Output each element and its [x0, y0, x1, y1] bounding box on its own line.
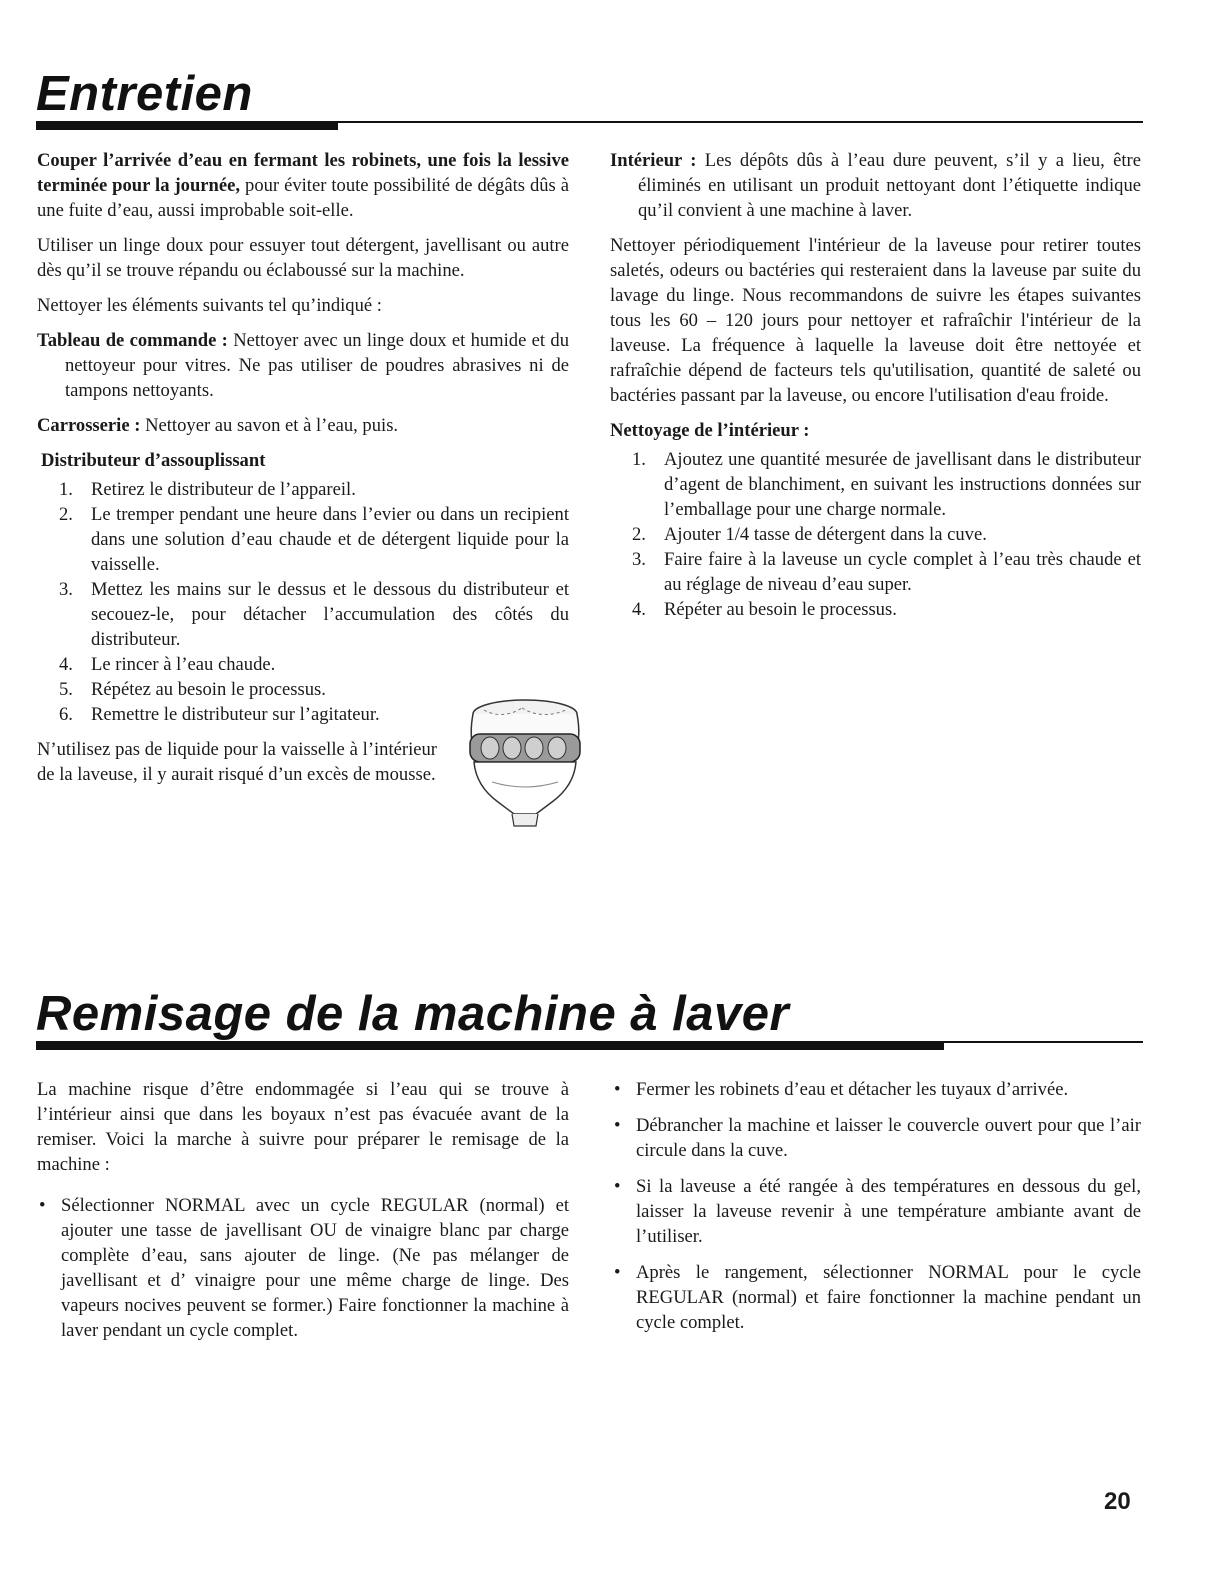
shutoff-text: pour éviter toute possibilité de dégâts dûs à une fuite d’eau, aussi improbable soit-elle.: [37, 175, 569, 221]
shutoff-paragraph: [37, 148, 569, 223]
control-panel-paragraph: [37, 328, 569, 403]
interior-paragraph: [610, 148, 1141, 223]
softener-step: 3. Mettez les mains sur le dessus et le dessous du distributeur et secouez-le, pour détacher l’accumulation des côtés du distributeur.: [59, 579, 569, 650]
softener-step: 5. Répétez au besoin le processus.: [59, 679, 326, 700]
entretien-title: Entretien: [36, 67, 253, 121]
entretien-right-column: [610, 148, 1141, 632]
control-panel-label: Tableau de commande :: [37, 330, 228, 351]
wipe-paragraph: Utiliser un linge doux pour essuyer tout détergent, javellisant ou autre dès qu’il se trouve répandu ou éclaboussé sur la machine.: [37, 235, 569, 281]
storage-bullet: • Débrancher la machine et laisser le couvercle ouvert pour que l’air circule dans la cuve.: [612, 1113, 1141, 1163]
interior-step: 4. Répéter au besoin le processus.: [632, 599, 897, 620]
storage-left-bullets: [37, 1193, 569, 1343]
softener-step: 6. Remettre le distributeur sur l’agitateur.: [59, 704, 380, 725]
softener-dispenser-title: Distributeur d’assouplissant: [41, 450, 266, 471]
control-panel-text: Nettoyer avec un linge doux et humide et du nettoyeur pour vitres. Ne pas utiliser de poudres abrasives ni de tampons nettoyants.: [65, 330, 569, 401]
entretien-rule-thick: [36, 121, 338, 130]
interior-step: 1. Ajoutez une quantité mesurée de javellisant dans le distributeur d’agent de blanchiment, en suivant les instructions données sur l’emballage pour une charge normale.: [632, 449, 1141, 520]
storage-right-bullets: [612, 1077, 1141, 1335]
remisage-rule-thick: [36, 1041, 944, 1050]
interior-step: 3. Faire faire à la laveuse un cycle complet à l’eau très chaude et au réglage de niveau d’eau super.: [632, 549, 1141, 595]
interior-step: 2. Ajouter 1/4 tasse de détergent dans la cuve.: [632, 524, 987, 545]
interior-cleaning-title: Nettoyage de l’intérieur :: [610, 420, 810, 441]
softener-step: 2. Le tremper pendant une heure dans l’evier ou dans un recipient dans une solution d’eau chaude et de détergent liquide pour la vaisselle.: [59, 504, 569, 575]
storage-bullet: • Après le rangement, sélectionner NORMAL pour le cycle REGULAR (normal) et faire fonctionner la machine pendant un cycle complet.: [612, 1260, 1141, 1335]
remisage-left-column: [37, 1077, 569, 1354]
interior-steps-list: [610, 447, 1141, 622]
cabinet-text: Nettoyer au savon et à l’eau, puis.: [140, 415, 399, 436]
periodic-cleaning-paragraph: Nettoyer périodiquement l'intérieur de la laveuse pour retirer toutes saletés, odeurs ou bactéries qui resteraient dans la laveuse par suite du lavage du linge. Nous recommandons de suivre les étapes suivantes tous les 60 – 120 jours pour nettoyer et rafraîchir l'intérieur de la laveuse. La fréquence à laquelle la laveuse doit être nettoyée et rafraîchie dépend de facteurs tels qu'utilisation, quantité de saleté ou bactéries passant par la laveuse, ou encore l'utilisation d'eau froide.: [610, 235, 1141, 406]
clean-intro-paragraph: Nettoyer les éléments suivants tel qu’indiqué :: [37, 295, 382, 316]
remisage-title: Remisage de la machine à laver: [36, 987, 790, 1041]
cabinet-label: Carrosserie :: [37, 415, 141, 436]
softener-dispenser-illustration: [462, 690, 588, 830]
softener-step: 1. Retirez le distributeur de l’appareil.: [59, 479, 356, 500]
shutoff-bold-text: Couper l’arrivée d’eau en fermant les robinets, une fois la lessive terminée pour la journée,: [37, 150, 569, 196]
storage-bullet: • Sélectionner NORMAL avec un cycle REGULAR (normal) et ajouter une tasse de javellisant OU de vinaigre blanc par charge complète d’eau, sans ajouter de linge. (Ne pas mélanger de javellisant et d’ vinaigre pour une même charge de linge. Des vapeurs nocives peuvent se former.) Faire fonctionner la machine à laver pendant un cycle complet.: [37, 1193, 569, 1343]
storage-bullet: • Fermer les robinets d’eau et détacher les tuyaux d’arrivée.: [612, 1077, 1141, 1102]
remisage-right-column: [612, 1077, 1141, 1346]
softener-step: 4. Le rincer à l’eau chaude.: [59, 654, 276, 675]
storage-bullet: • Si la laveuse a été rangée à des températures en dessous du gel, laisser la laveuse revenir à une température ambiante avant de l’utiliser.: [612, 1174, 1141, 1249]
storage-intro-paragraph: La machine risque d’être endommagée si l’eau qui se trouve à l’intérieur ainsi que dans les boyaux n’est pas évacuée avant de la remiser. Voici la marche à suivre pour préparer le remisage de la machine :: [37, 1079, 569, 1175]
interior-label: Intérieur :: [610, 150, 697, 171]
dish-soap-note: N’utilisez pas de liquide pour la vaisselle à l’intérieur de la laveuse, il y aurait risqué d’un excès de mousse.: [37, 739, 437, 785]
cabinet-paragraph: [37, 413, 569, 438]
page-number: 20: [1104, 1488, 1131, 1515]
interior-text: Les dépôts dûs à l’eau dure peuvent, s’il y a lieu, être éliminés en utilisant un produit nettoyant dont l’étiquette indique qu’il convient à une machine à laver.: [638, 150, 1141, 221]
